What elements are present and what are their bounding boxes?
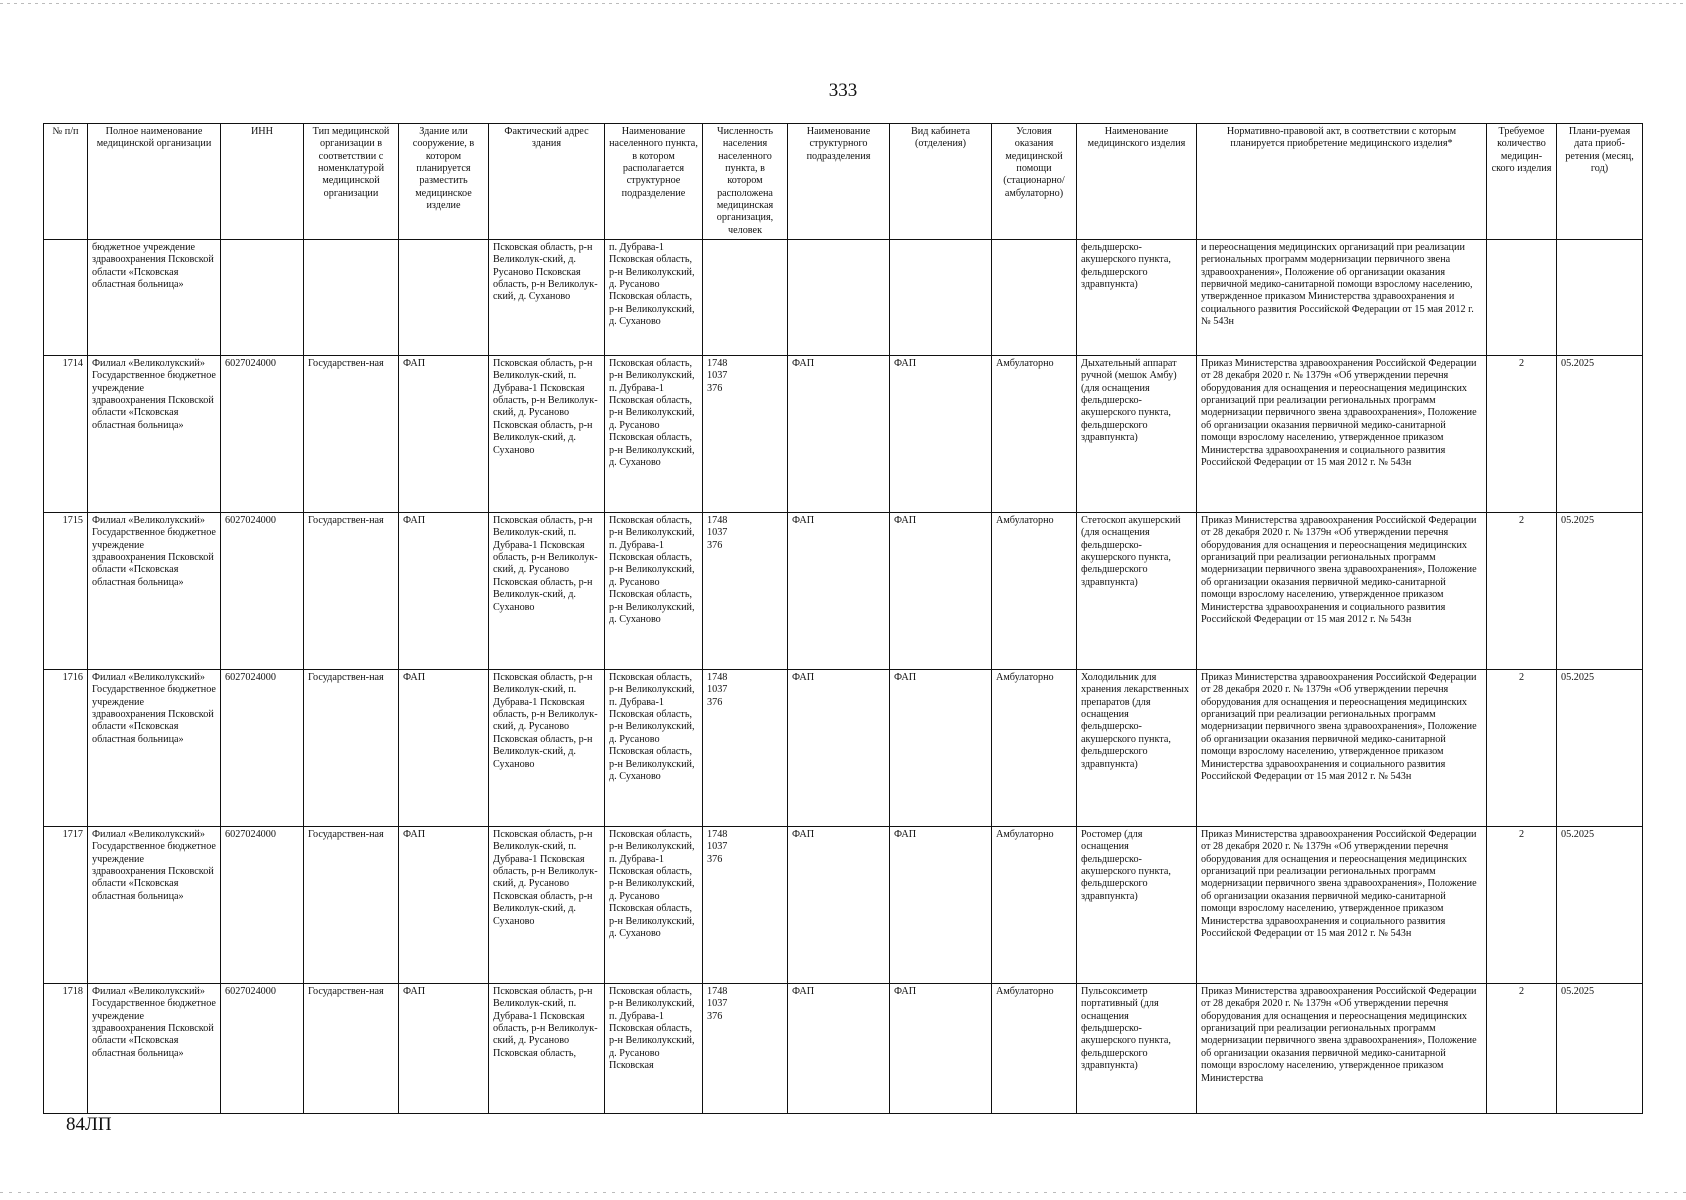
cell-locality: Псковская область, р-н Великолукский, п. Дубрава-1 Псковская область, р-н Великолукский, д. Русаново Псковская область, р-н Великолукский, д. Суханово [605, 513, 703, 670]
cell-device: Дыхательный аппарат ручной (мешок Амбу) (для оснащения фельдшерско-акушерского пункта, фельдшерского здравпункта) [1077, 356, 1197, 513]
cell-locality: п. Дубрава-1 Псковская область, р-н Великолукский, д. Русаново Псковская область, р-н Великолукский, д. Суханово [605, 240, 703, 356]
cell-locality: Псковская область, р-н Великолукский, п. Дубрава-1 Псковская область, р-н Великолукский, д. Русаново Псковская область, р-н Великолукский, д. Суханово [605, 670, 703, 827]
cell-subdivision: ФАП [788, 984, 890, 1114]
cell-population: 1748 1037 376 [703, 984, 788, 1114]
cell-inn: 6027024000 [221, 984, 304, 1114]
cell-building: ФАП [399, 356, 489, 513]
cell-number: 1714 [44, 356, 88, 513]
cell-building: ФАП [399, 670, 489, 827]
cell-date: 05.2025 [1557, 356, 1643, 513]
cell-device: Стетоскоп акушерский (для оснащения фельдшерско-акушерского пункта, фельдшерского здравпункта) [1077, 513, 1197, 670]
column-header: № п/п [44, 124, 88, 240]
column-header: Плани-руемая дата приоб-ретения (месяц, год) [1557, 124, 1643, 240]
cell-population: 1748 1037 376 [703, 670, 788, 827]
cell-legal-act: Приказ Министерства здравоохранения Российской Федерации от 28 декабря 2020 г. № 1379н «Об утверждении перечня оборудования для оснащения и переоснащения медицинских организаций при реализации региональных программ модернизации первичного звена здравоохранения», Положение об организации оказания первичной медико-санитарной помощи взрослому населению, утвержденное приказом Министерства [1197, 984, 1487, 1114]
cell-subdivision: ФАП [788, 356, 890, 513]
table-row [44, 827, 1643, 984]
cell-number: 1716 [44, 670, 88, 827]
cell-legal-act: Приказ Министерства здравоохранения Российской Федерации от 28 декабря 2020 г. № 1379н «Об утверждении перечня оборудования для оснащения и переоснащения медицинских организаций при реализации региональных программ модернизации первичного звена здравоохранения», Положение об организации оказания первичной медико-санитарной помощи взрослому населению, утвержденное приказом Министерства здравоохранения и социального развития Российской Федерации от 15 мая 2012 г. № 543н [1197, 513, 1487, 670]
cell-org-type: Государствен-ная [304, 670, 399, 827]
cell-population: 1748 1037 376 [703, 827, 788, 984]
cell-quantity: 2 [1487, 513, 1557, 670]
cell-building [399, 240, 489, 356]
cell-cabinet [890, 240, 992, 356]
table-row [44, 670, 1643, 827]
cell-conditions: Амбулаторно [992, 984, 1077, 1114]
cell-date: 05.2025 [1557, 513, 1643, 670]
cell-date: 05.2025 [1557, 670, 1643, 827]
cell-legal-act: Приказ Министерства здравоохранения Российской Федерации от 28 декабря 2020 г. № 1379н «Об утверждении перечня оборудования для оснащения и переоснащения медицинских организаций при реализации региональных программ модернизации первичного звена здравоохранения», Положение об организации оказания первичной медико-санитарной помощи взрослому населению, утвержденное приказом Министерства здравоохранения и социального развития Российской Федерации от 15 мая 2012 г. № 543н [1197, 356, 1487, 513]
cell-inn: 6027024000 [221, 513, 304, 670]
table-row-continuation [44, 240, 1643, 356]
cell-inn: 6027024000 [221, 356, 304, 513]
cell-population: 1748 1037 376 [703, 356, 788, 513]
table-header-row [44, 124, 1643, 240]
column-header: Здание или сооружение, в котором планируется разместить медицинское изделие [399, 124, 489, 240]
cell-date [1557, 240, 1643, 356]
cell-population: 1748 1037 376 [703, 513, 788, 670]
cell-date: 05.2025 [1557, 984, 1643, 1114]
cell-inn: 6027024000 [221, 670, 304, 827]
equipment-register-table [43, 123, 1643, 1114]
cell-device: Ростомер (для оснащения фельдшерско-акушерского пункта, фельдшерского здравпункта) [1077, 827, 1197, 984]
column-header: Наименование медицинского изделия [1077, 124, 1197, 240]
cell-legal-act: Приказ Министерства здравоохранения Российской Федерации от 28 декабря 2020 г. № 1379н «Об утверждении перечня оборудования для оснащения и переоснащения медицинских организаций при реализации региональных программ модернизации первичного звена здравоохранения», Положение об организации оказания первичной медико-санитарной помощи взрослому населению, утвержденное приказом Министерства здравоохранения и социального развития Российской Федерации от 15 мая 2012 г. № 543н [1197, 670, 1487, 827]
cell-address: Псковская область, р-н Великолук-ский, п. Дубрава-1 Псковская область, р-н Великолук-ский, д. Русаново Псковская область, [489, 984, 605, 1114]
column-header: Требуемое количество медицин-ского изделия [1487, 124, 1557, 240]
cell-conditions: Амбулаторно [992, 356, 1077, 513]
cell-quantity: 2 [1487, 670, 1557, 827]
cell-number: 1715 [44, 513, 88, 670]
cell-date: 05.2025 [1557, 827, 1643, 984]
cell-inn [221, 240, 304, 356]
column-header: Условия оказания медицинской помощи (стационарно/ амбулаторно) [992, 124, 1077, 240]
page-number: 333 [828, 80, 858, 101]
cell-locality: Псковская область, р-н Великолукский, п. Дубрава-1 Псковская область, р-н Великолукский, д. Русаново Псковская [605, 984, 703, 1114]
cell-legal-act: Приказ Министерства здравоохранения Российской Федерации от 28 декабря 2020 г. № 1379н «Об утверждении перечня оборудования для оснащения и переоснащения медицинских организаций при реализации региональных программ модернизации первичного звена здравоохранения», Положение об организации оказания первичной медико-санитарной помощи взрослому населению, утвержденное приказом Министерства здравоохранения и социального развития Российской Федерации от 15 мая 2012 г. № 543н [1197, 827, 1487, 984]
cell-number: 1718 [44, 984, 88, 1114]
cell-cabinet: ФАП [890, 984, 992, 1114]
cell-legal-act: и переоснащения медицинских организаций при реализации региональных программ модернизации первичного звена здравоохранения», Положение об организации оказания первичной медико-санитарной помощи взрослому населению, утвержденное приказом Министерства здравоохранения и социального развития Российской Федерации от 15 мая 2012 г. № 543н [1197, 240, 1487, 356]
cell-address: Псковская область, р-н Великолук-ский, п. Дубрава-1 Псковская область, р-н Великолук-ский, д. Русаново Псковская область, р-н Великолук-ский, д. Суханово [489, 827, 605, 984]
table-row [44, 356, 1643, 513]
column-header: Полное наименование медицинской организации [88, 124, 221, 240]
scan-edge-bottom [0, 1192, 1686, 1193]
cell-address: Псковская область, р-н Великолук-ский, п. Дубрава-1 Псковская область, р-н Великолук-ский, д. Русаново Псковская область, р-н Великолук-ский, д. Суханово [489, 670, 605, 827]
cell-org-type: Государствен-ная [304, 356, 399, 513]
cell-quantity [1487, 240, 1557, 356]
cell-conditions [992, 240, 1077, 356]
cell-subdivision [788, 240, 890, 356]
cell-conditions: Амбулаторно [992, 670, 1077, 827]
cell-cabinet: ФАП [890, 827, 992, 984]
table-row [44, 513, 1643, 670]
cell-organization: Филиал «Великолукский» Государственное бюджетное учреждение здравоохранения Псковской области «Псковская областная больница» [88, 356, 221, 513]
cell-building: ФАП [399, 984, 489, 1114]
cell-org-type [304, 240, 399, 356]
cell-cabinet: ФАП [890, 356, 992, 513]
column-header: Наименование структурного подразделения [788, 124, 890, 240]
cell-conditions: Амбулаторно [992, 513, 1077, 670]
cell-device: фельдшерско-акушерского пункта, фельдшерского здравпункта) [1077, 240, 1197, 356]
cell-address: Псковская область, р-н Великолук-ский, п. Дубрава-1 Псковская область, р-н Великолук-ский, д. Русаново Псковская область, р-н Великолук-ский, д. Суханово [489, 513, 605, 670]
cell-building: ФАП [399, 513, 489, 670]
column-header: ИНН [221, 124, 304, 240]
cell-number: 1717 [44, 827, 88, 984]
cell-org-type: Государствен-ная [304, 827, 399, 984]
cell-subdivision: ФАП [788, 513, 890, 670]
cell-address: Псковская область, р-н Великолук-ский, п. Дубрава-1 Псковская область, р-н Великолук-ский, д. Русаново Псковская область, р-н Великолук-ский, д. Суханово [489, 356, 605, 513]
cell-subdivision: ФАП [788, 827, 890, 984]
cell-device: Пульсоксиметр портативный (для оснащения фельдшерско-акушерского пункта, фельдшерского здравпункта) [1077, 984, 1197, 1114]
cell-organization: Филиал «Великолукский» Государственное бюджетное учреждение здравоохранения Псковской области «Псковская областная больница» [88, 670, 221, 827]
cell-org-type: Государствен-ная [304, 984, 399, 1114]
cell-locality: Псковская область, р-н Великолукский, п. Дубрава-1 Псковская область, р-н Великолукский, д. Русаново Псковская область, р-н Великолукский, д. Суханово [605, 356, 703, 513]
cell-organization: Филиал «Великолукский» Государственное бюджетное учреждение здравоохранения Псковской области «Псковская областная больница» [88, 984, 221, 1114]
cell-number [44, 240, 88, 356]
footer-document-code: 84ЛП [66, 1114, 112, 1135]
scan-edge-top [0, 3, 1686, 4]
cell-organization: Филиал «Великолукский» Государственное бюджетное учреждение здравоохранения Псковской области «Псковская областная больница» [88, 513, 221, 670]
column-header: Нормативно-правовой акт, в соответствии с которым планируется приобретение медицинского изделия* [1197, 124, 1487, 240]
cell-population [703, 240, 788, 356]
cell-locality: Псковская область, р-н Великолукский, п. Дубрава-1 Псковская область, р-н Великолукский, д. Русаново Псковская область, р-н Великолукский, д. Суханово [605, 827, 703, 984]
cell-conditions: Амбулаторно [992, 827, 1077, 984]
cell-organization: бюджетное учреждение здравоохранения Псковской области «Псковская областная больница» [88, 240, 221, 356]
column-header: Фактический адрес здания [489, 124, 605, 240]
cell-inn: 6027024000 [221, 827, 304, 984]
cell-org-type: Государствен-ная [304, 513, 399, 670]
cell-device: Холодильник для хранения лекарственных препаратов (для оснащения фельдшерско-акушерского пункта, фельдшерского здравпункта) [1077, 670, 1197, 827]
column-header: Вид кабинета (отделения) [890, 124, 992, 240]
cell-quantity: 2 [1487, 827, 1557, 984]
column-header: Наименование населенного пункта, в котором располагается структурное подразделение [605, 124, 703, 240]
cell-subdivision: ФАП [788, 670, 890, 827]
cell-address: Псковская область, р-н Великолук-ский, д. Русаново Псковская область, р-н Великолук-ский, д. Суханово [489, 240, 605, 356]
cell-building: ФАП [399, 827, 489, 984]
cell-quantity: 2 [1487, 984, 1557, 1114]
table-row [44, 984, 1643, 1114]
column-header: Численность населения населенного пункта, в котором расположена медицинская организация, человек [703, 124, 788, 240]
cell-organization: Филиал «Великолукский» Государственное бюджетное учреждение здравоохранения Псковской области «Псковская областная больница» [88, 827, 221, 984]
cell-cabinet: ФАП [890, 513, 992, 670]
cell-quantity: 2 [1487, 356, 1557, 513]
cell-cabinet: ФАП [890, 670, 992, 827]
column-header: Тип медицинской организации в соответствии с номенклатурой медицинской организации [304, 124, 399, 240]
